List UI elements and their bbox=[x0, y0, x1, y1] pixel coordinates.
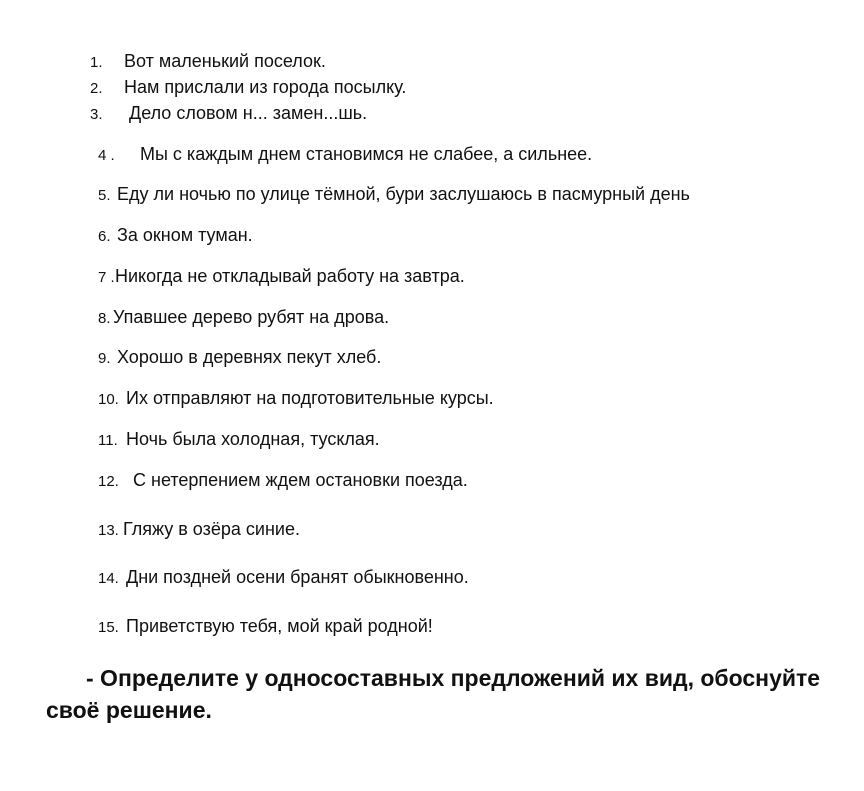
list-item-10 bbox=[98, 387, 494, 411]
item-text: Никогда не откладывай работу на завтра. bbox=[115, 266, 465, 286]
item-number: 11. bbox=[98, 432, 118, 449]
item-number: 7 . bbox=[98, 269, 115, 286]
task-instruction bbox=[46, 662, 856, 726]
item-text: Хорошо в деревнях пекут хлеб. bbox=[117, 347, 382, 367]
item-text: Еду ли ночью по улице тёмной, бури заслушаюсь в пасмурный день bbox=[117, 184, 690, 204]
list-item-4 bbox=[98, 143, 592, 167]
item-number: 6. bbox=[98, 228, 111, 245]
item-text: С нетерпением ждем остановки поезда. bbox=[128, 470, 468, 490]
list-item-14 bbox=[98, 566, 469, 590]
item-number: 13. bbox=[98, 522, 119, 539]
list-item-9 bbox=[98, 346, 381, 370]
item-text: Упавшее дерево рубят на дрова. bbox=[113, 307, 390, 327]
item-number: 2. bbox=[90, 80, 103, 97]
item-number: 10. bbox=[98, 391, 119, 408]
item-text: Дело словом н... замен...шь. bbox=[124, 103, 368, 123]
task-line-2: своё решение. bbox=[46, 697, 212, 723]
list-item-3 bbox=[90, 102, 367, 126]
item-text: Мы с каждым днем становимся не слабее, а сильнее. bbox=[140, 144, 593, 164]
item-number: 14. bbox=[98, 570, 119, 587]
item-number: 5. bbox=[98, 187, 111, 204]
task-line-1: - Определите у односоставных предложений их вид, обоснуйте bbox=[86, 665, 821, 691]
list-item-6 bbox=[98, 224, 253, 248]
list-item-5 bbox=[98, 183, 690, 207]
item-text: Приветствую тебя, мой край родной! bbox=[126, 616, 433, 636]
list-item-11 bbox=[98, 428, 380, 452]
list-item-1 bbox=[90, 50, 326, 74]
list-item-13 bbox=[98, 518, 300, 542]
item-number: 4 . bbox=[98, 147, 115, 164]
item-number: 15. bbox=[98, 619, 119, 636]
list-item-8 bbox=[98, 306, 389, 330]
item-text: Ночь была холодная, тусклая. bbox=[126, 429, 380, 449]
item-number: 3. bbox=[90, 106, 103, 123]
item-number: 9. bbox=[98, 350, 111, 367]
item-text: Дни поздней осени бранят обыкновенно. bbox=[126, 567, 469, 587]
item-number: 1. bbox=[90, 54, 103, 71]
list-item-12 bbox=[98, 469, 468, 493]
item-text: Нам прислали из города посылку. bbox=[124, 77, 407, 97]
list-item-15 bbox=[98, 615, 433, 639]
item-text: Гляжу в озёра синие. bbox=[123, 519, 300, 539]
item-text: Их отправляют на подготовительные курсы. bbox=[126, 388, 494, 408]
list-item-2 bbox=[90, 76, 406, 100]
item-text: Вот маленький поселок. bbox=[124, 51, 326, 71]
item-text: За окном туман. bbox=[117, 225, 253, 245]
item-number: 8. bbox=[98, 310, 111, 327]
list-item-7 bbox=[98, 265, 465, 289]
item-number: 12. bbox=[98, 473, 119, 490]
